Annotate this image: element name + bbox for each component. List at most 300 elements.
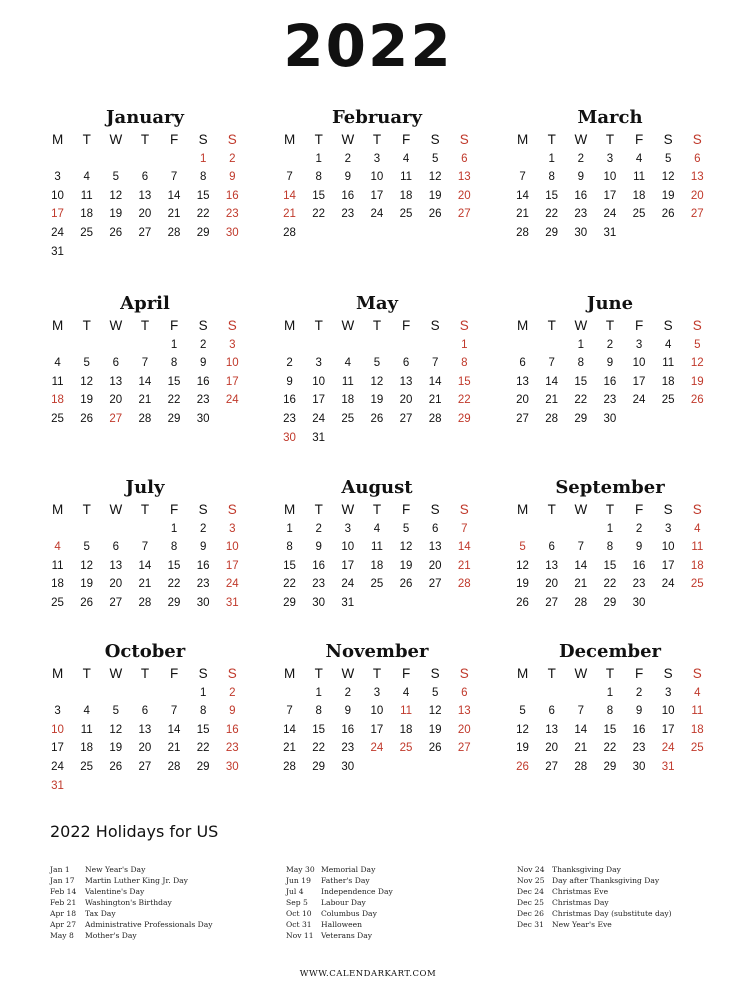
day-cell: 14 [138,375,152,388]
empty-day [566,520,595,539]
day-cell: 5 [431,152,439,165]
empty-day [392,429,421,448]
empty-day [421,224,450,243]
holiday-item [517,908,732,919]
holiday-date: Jan 17 [50,876,75,885]
day-cell: 28 [138,412,152,425]
weekday-header [275,501,479,520]
day-cell: 12 [690,357,704,370]
day-cell: 24 [312,412,326,425]
month-name: August [341,477,413,498]
empty-day [130,684,159,703]
weekday-label: S [692,502,702,517]
day-cell: 23 [196,578,210,591]
day-cell: 23 [341,742,355,755]
holiday-item [286,897,501,908]
weekday-label: S [227,502,237,517]
weekday-label: T [82,318,91,333]
day-cell: 19 [428,189,442,202]
day-cell: 3 [344,522,352,535]
day-cell: 9 [199,357,207,370]
empty-day [72,150,101,169]
day-cell: 13 [428,541,442,554]
day-cell: 20 [428,559,442,572]
day-cell: 17 [661,559,675,572]
day-cell: 8 [315,171,322,184]
week-row [43,739,247,758]
day-cell: 14 [167,189,181,202]
holiday-name: Christmas Day (substitute day) [552,909,672,918]
day-cell: 13 [109,375,123,388]
day-cell: 19 [516,742,529,755]
empty-day [508,684,537,703]
day-cell: 5 [519,705,526,718]
day-cell: 22 [196,742,210,755]
holiday-name: Columbus Day [321,909,377,918]
day-cell: 4 [694,686,701,699]
day-cell: 6 [694,152,701,165]
day-cell: 25 [399,208,413,221]
weekday-header [508,317,712,336]
day-cell: 25 [632,208,646,221]
day-cell: 3 [606,152,614,165]
week-row [508,354,712,373]
weekday-label: M [51,132,64,147]
day-cell: 28 [138,596,152,609]
weekday-label: T [314,502,323,517]
day-cell: 15 [312,189,326,202]
day-cell: 2 [606,338,614,351]
week-row [275,429,479,448]
day-cell: 1 [315,152,322,165]
empty-day [130,336,159,355]
day-cell: 18 [80,208,94,221]
week-row [43,391,247,410]
day-cell: 26 [661,208,675,221]
weekday-header [508,131,712,150]
day-cell: 3 [664,522,672,535]
holiday-name: Martin Luther King Jr. Day [85,876,188,885]
day-cell: 19 [399,559,413,572]
week-row [43,224,247,243]
week-row [508,758,712,777]
weekday-label: T [82,666,91,681]
day-cell: 22 [167,578,181,591]
week-row [508,224,712,243]
day-cell: 4 [54,541,61,554]
holiday-item [517,875,732,886]
empty-day [72,520,101,539]
day-cell: 2 [229,152,236,165]
day-cell: 24 [341,578,355,591]
day-cell: 8 [315,705,322,718]
day-cell: 6 [141,705,149,718]
holiday-item [517,897,732,908]
weekday-label: T [140,502,150,517]
empty-day [450,224,479,243]
day-cell: 20 [545,742,559,755]
day-cell: 31 [51,779,64,792]
day-cell: 18 [341,394,355,407]
empty-day [101,777,130,796]
day-cell: 2 [635,686,643,699]
day-cell: 25 [341,412,355,425]
week-row [275,520,479,539]
day-cell: 2 [286,357,293,370]
day-cell: 25 [661,394,675,407]
weekday-label: F [634,502,644,517]
month-name: October [104,641,186,662]
holiday-item [286,886,501,897]
weekday-label: M [283,318,296,333]
month-july [43,477,247,613]
weekday-label: T [372,666,382,681]
day-cell: 1 [606,522,614,535]
weekday-label: S [430,318,440,333]
weekday-label: W [341,318,355,333]
day-cell: 19 [516,578,529,591]
day-cell: 9 [635,541,643,554]
day-cell: 6 [548,705,555,718]
day-cell: 30 [283,431,296,444]
day-cell: 22 [545,208,559,221]
empty-day [218,777,247,796]
empty-day [72,243,101,262]
day-cell: 9 [344,171,352,184]
day-cell: 24 [370,208,384,221]
empty-day [362,429,391,448]
day-cell: 10 [661,705,675,718]
holiday-item [50,908,265,919]
day-cell: 6 [402,357,410,370]
day-cell: 26 [516,760,529,773]
month-name: December [558,641,662,662]
week-row [275,538,479,557]
day-cell: 29 [167,412,181,425]
day-cell: 22 [196,208,210,221]
weekday-label: W [574,666,588,681]
day-cell: 14 [574,723,588,736]
day-cell: 10 [51,189,64,202]
day-cell: 20 [545,578,559,591]
day-cell: 16 [574,189,588,202]
weekday-label: T [547,132,556,147]
day-cell: 17 [661,723,675,736]
day-cell: 16 [196,375,210,388]
month-name: February [331,107,422,128]
weekday-label: S [459,132,469,147]
weekday-label: T [547,318,556,333]
month-name: June [586,293,634,314]
day-cell: 21 [574,578,588,591]
empty-day [275,336,304,355]
day-cell: 21 [516,208,529,221]
day-cell: 5 [664,152,672,165]
empty-day [683,410,712,429]
day-cell: 26 [516,596,529,609]
day-cell: 2 [199,338,207,351]
week-row [508,391,712,410]
week-row [508,739,712,758]
day-cell: 30 [196,412,210,425]
day-cell: 29 [545,226,559,239]
day-cell: 30 [225,226,239,239]
holiday-item [286,908,501,919]
day-cell: 31 [312,431,326,444]
day-cell: 13 [109,559,123,572]
day-cell: 16 [632,559,646,572]
week-row [508,410,712,429]
empty-day [43,150,72,169]
holiday-date: May 8 [50,931,74,940]
day-cell: 27 [457,742,471,755]
day-cell: 3 [373,152,381,165]
day-cell: 11 [691,705,704,718]
day-cell: 17 [51,742,64,755]
day-cell: 14 [167,723,181,736]
holidays-title: 2022 Holidays for US [50,822,219,841]
day-cell: 10 [312,375,326,388]
day-cell: 12 [428,705,442,718]
empty-day [537,336,566,355]
day-cell: 10 [225,541,239,554]
weekday-label: T [547,666,556,681]
holidays-column-2 [286,864,501,941]
day-cell: 25 [370,578,384,591]
day-cell: 12 [428,171,442,184]
day-cell: 10 [603,171,617,184]
week-row [43,150,247,169]
week-row [43,520,247,539]
weekday-label: S [430,502,440,517]
day-cell: 7 [577,705,585,718]
day-cell: 26 [428,742,442,755]
holiday-date: Nov 25 [517,876,545,885]
weekday-header [275,131,479,150]
day-cell: 12 [516,723,529,736]
day-cell: 28 [516,226,529,239]
day-cell: 1 [199,152,207,165]
holiday-date: Oct 10 [286,909,312,918]
day-cell: 12 [80,559,94,572]
day-cell: 16 [225,189,239,202]
empty-day [160,684,189,703]
day-cell: 7 [286,171,293,184]
day-cell: 16 [196,559,210,572]
week-row [508,702,712,721]
day-cell: 17 [603,189,617,202]
day-cell: 8 [606,705,614,718]
day-cell: 24 [225,394,239,407]
weekday-label: S [198,666,208,681]
day-cell: 23 [196,394,210,407]
empty-day [508,520,537,539]
week-row [43,336,247,355]
day-cell: 29 [574,412,588,425]
weekday-label: F [634,666,644,681]
day-cell: 11 [633,171,646,184]
day-cell: 12 [109,189,123,202]
empty-day [392,594,421,613]
day-cell: 19 [370,394,384,407]
day-cell: 30 [603,412,617,425]
day-cell: 13 [690,171,704,184]
week-row [275,354,479,373]
week-row [275,391,479,410]
week-row [275,336,479,355]
day-cell: 26 [80,596,94,609]
empty-day [362,758,391,777]
holiday-date: Sep 5 [286,898,308,907]
holiday-name: Labour Day [321,898,366,907]
week-row [43,354,247,373]
day-cell: 1 [170,338,178,351]
week-row [508,187,712,206]
holiday-item [517,864,732,875]
empty-day [160,777,189,796]
day-cell: 6 [112,357,120,370]
month-may [275,293,479,447]
empty-day [362,224,391,243]
holiday-date: Nov 11 [286,931,314,940]
weekday-label: T [605,132,615,147]
day-cell: 10 [370,171,384,184]
holiday-name: Halloween [321,920,362,929]
day-cell: 9 [199,541,207,554]
holiday-item [286,875,501,886]
day-cell: 3 [229,522,236,535]
day-cell: 6 [461,686,468,699]
day-cell: 20 [399,394,413,407]
day-cell: 18 [690,723,704,736]
day-cell: 29 [167,596,181,609]
weekday-label: S [459,318,469,333]
day-cell: 15 [603,723,617,736]
week-row [43,538,247,557]
empty-day [101,684,130,703]
week-row [43,373,247,392]
day-cell: 4 [402,686,410,699]
holiday-item [517,919,732,930]
day-cell: 27 [138,226,152,239]
day-cell: 31 [341,596,355,609]
week-row [275,205,479,224]
day-cell: 10 [51,723,64,736]
weekday-label: F [401,666,411,681]
holiday-name: Veterans Day [321,931,373,940]
day-cell: 25 [80,226,94,239]
day-cell: 27 [457,208,471,221]
day-cell: 3 [54,171,61,184]
holiday-name: Day after Thanksgiving Day [552,876,660,885]
empty-day [537,684,566,703]
day-cell: 21 [428,394,442,407]
day-cell: 27 [545,760,559,773]
week-row [275,168,479,187]
week-row [508,557,712,576]
empty-day [333,224,362,243]
week-row [275,739,479,758]
empty-day [101,150,130,169]
empty-day [421,336,450,355]
empty-day [537,520,566,539]
day-cell: 2 [229,686,236,699]
day-cell: 29 [196,226,210,239]
weekday-label: S [459,502,469,517]
day-cell: 13 [138,189,152,202]
holiday-date: Jul 4 [286,887,304,896]
day-cell: 22 [603,578,617,591]
weekday-label: W [109,318,123,333]
day-cell: 14 [545,375,559,388]
month-april [43,293,247,429]
weekday-header [508,665,712,684]
week-row [275,758,479,777]
day-cell: 13 [457,705,471,718]
day-cell: 7 [170,171,178,184]
day-cell: 9 [577,171,585,184]
day-cell: 21 [283,208,296,221]
day-cell: 21 [167,208,181,221]
day-cell: 18 [399,189,413,202]
day-cell: 25 [399,742,413,755]
empty-day [160,150,189,169]
empty-day [130,150,159,169]
day-cell: 4 [373,522,381,535]
weekday-label: M [51,666,64,681]
day-cell: 15 [167,559,181,572]
weekday-label: S [198,318,208,333]
weekday-label: F [169,666,179,681]
day-cell: 7 [170,705,178,718]
weekday-label: W [574,502,588,517]
day-cell: 15 [196,189,210,202]
holiday-date: Nov 24 [517,865,545,874]
week-row [43,575,247,594]
empty-day [566,684,595,703]
holiday-date: Feb 14 [50,887,77,896]
day-cell: 24 [225,578,239,591]
week-row [508,538,712,557]
day-cell: 14 [138,559,152,572]
day-cell: 14 [457,541,471,554]
month-name: July [125,477,165,498]
day-cell: 4 [635,152,643,165]
empty-day [392,758,421,777]
week-row [275,684,479,703]
holiday-date: Jan 1 [50,865,70,874]
week-row [275,410,479,429]
day-cell: 15 [283,559,296,572]
empty-day [72,684,101,703]
weekday-label: M [516,666,529,681]
day-cell: 5 [112,171,120,184]
day-cell: 11 [51,559,64,572]
day-cell: 4 [83,705,90,718]
day-cell: 9 [286,375,293,388]
day-cell: 27 [399,412,413,425]
day-cell: 20 [690,189,704,202]
holiday-name: Washington's Birthday [85,898,172,907]
day-cell: 19 [428,723,442,736]
day-cell: 26 [370,412,384,425]
day-cell: 16 [225,723,239,736]
weekday-label: W [341,502,355,517]
empty-day [160,243,189,262]
day-cell: 20 [138,742,152,755]
day-cell: 2 [344,152,352,165]
weekday-label: T [372,318,382,333]
